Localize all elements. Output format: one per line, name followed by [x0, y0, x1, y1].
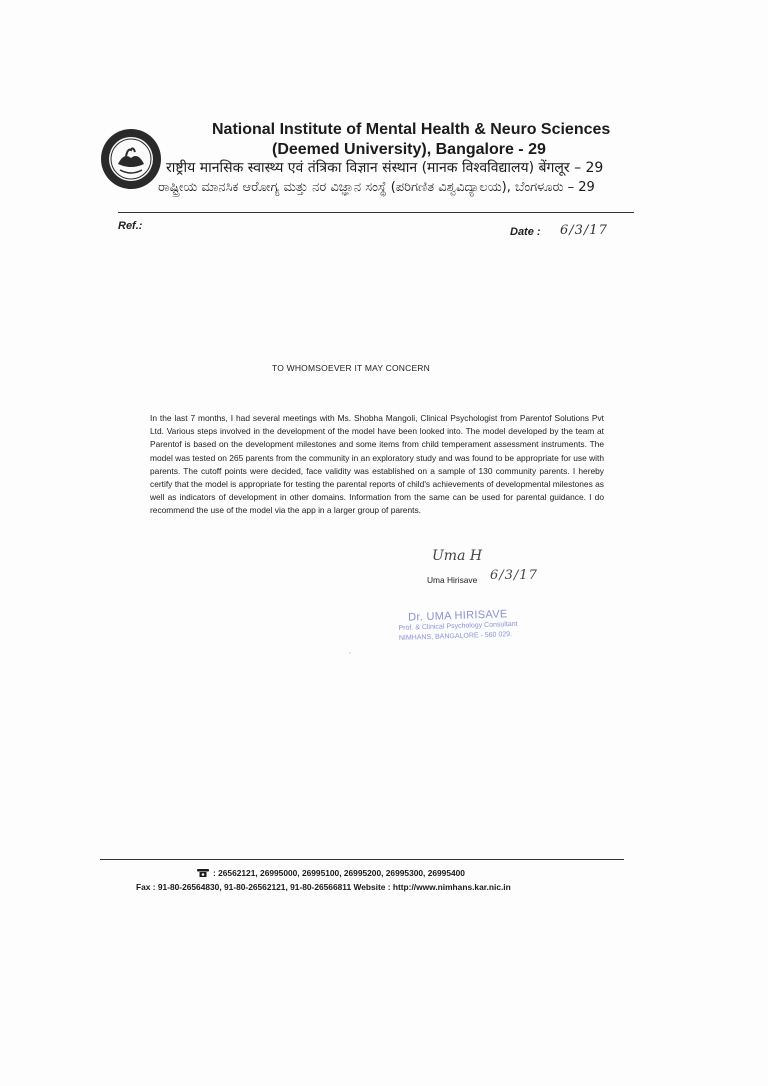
signatory-name: Uma Hirisave: [427, 575, 478, 585]
institute-name-hindi: राष्ट्रीय मानसिक स्वास्थ्य एवं तंत्रिका विज्ञान संस्थान (मानक विश्वविद्यालय) बेंगलूर – 29: [166, 160, 604, 176]
nimhans-seal-icon: [100, 128, 162, 190]
telephone-icon: [197, 869, 209, 877]
institute-name: National Institute of Mental Health & Neuro Sciences: [212, 121, 611, 138]
signature: Uma H: [432, 548, 483, 564]
stamp-address: NIMHANS, BANGALORE - 560 029.: [398, 631, 513, 642]
stamp-designation: Prof. & Clinical Psychology Consultant: [398, 620, 518, 632]
date-label: Date :: [510, 226, 541, 238]
date-value: 6/3/17: [560, 223, 608, 238]
footer-divider: [100, 859, 624, 860]
institute-name-kannada: ರಾಷ್ಟ್ರೀಯ ಮಾನಸಿಕ ಆರೋಗ್ಯ ಮತ್ತು ನರ ವಿಜ್ಞಾನ ಸಂಸ್ಥೆ (ಪರಿಗಣಿತ ವಿಶ್ವವಿದ್ಯಾಲಯ), ಬೆಂಗಳೂರು – 29: [158, 180, 595, 195]
stamp-name: Dr. UMA HIRISAVE: [407, 608, 508, 624]
letter-heading: TO WHOMSOEVER IT MAY CONCERN: [272, 363, 430, 373]
letter-body: In the last 7 months, I had several meetings with Ms. Shobha Mangoli, Clinical Psychologist from Parentof Solutions Pvt Ltd. Various steps involved in the development of the model have been looked into. The model developed by the team at Parentof is based on the development milestones and some items from child temperament assessment instruments. The model was tested on 265 parents from the community in an exploratory study and was found to be appropriate for use with parents. The cutoff points were decided, face validity was established on a sample of 130 community parents. I hereby certify that the model is appropriate for testing the parental reports of child's achievements of developmental milestones as well as indicators of development in other domains. Information from the same can be used for parental guidance. I do recommend the use of the model via the app in a larger group of parents.: [150, 413, 604, 516]
signature-date: 6/3/17: [490, 568, 538, 583]
scan-speck: [349, 652, 351, 654]
footer-phone-numbers: : 26562121, 26995000, 26995100, 26995200, 26995300, 26995400: [213, 868, 465, 878]
header-divider: [118, 212, 634, 213]
institute-subtitle: (Deemed University), Bangalore - 29: [272, 141, 546, 158]
footer-phone-line: [197, 868, 465, 878]
ref-label: Ref.:: [118, 220, 143, 232]
official-stamp: [398, 606, 569, 644]
footer-fax-website: Fax : 91-80-26564830, 91-80-26562121, 91-80-26566811 Website : http://www.nimhans.kar.nic.in: [136, 882, 511, 892]
